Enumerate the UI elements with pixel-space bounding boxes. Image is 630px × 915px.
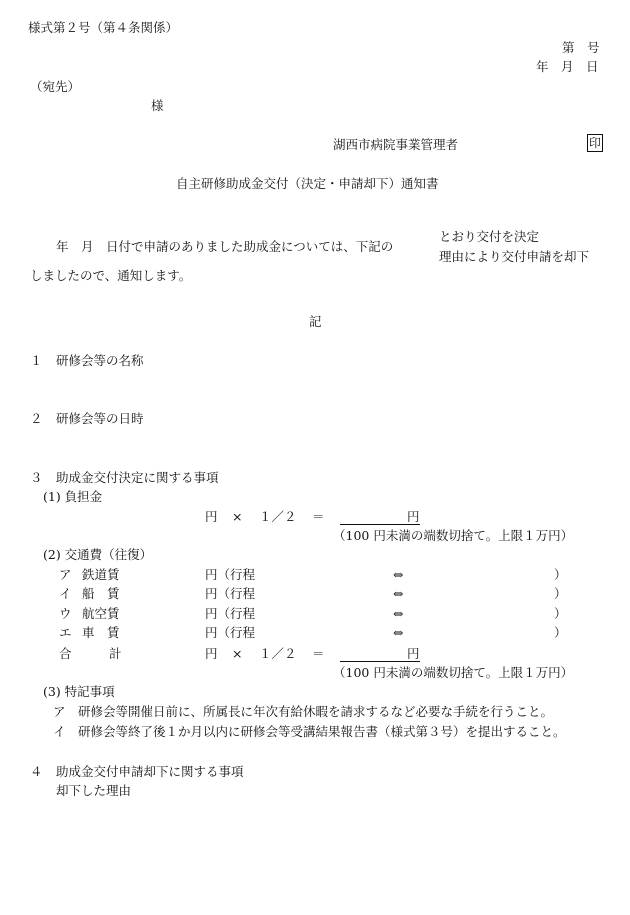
- burden-blank-line: [340, 524, 420, 525]
- section-2-label: 研修会等の日時: [56, 411, 144, 426]
- section-3-label: 助成金交付決定に関する事項: [56, 470, 219, 485]
- section-2-number: ２: [30, 411, 43, 426]
- travel-row-close: ）: [554, 567, 567, 582]
- option-grant: とおり交付を決定: [439, 229, 540, 244]
- burden-equals: ＝: [312, 509, 325, 524]
- burden-times: ×: [232, 509, 243, 524]
- document-title: 自主研修助成金交付（決定・申請却下）通知書: [176, 176, 439, 191]
- travel-total-label: 合 計: [59, 646, 122, 661]
- section-3-number: ３: [30, 470, 43, 485]
- travel-total-equals: ＝: [312, 646, 325, 661]
- travel-label: (2) 交通費（往復）: [43, 547, 153, 562]
- burden-label: (1) 負担金: [43, 489, 103, 504]
- burden-yen: 円: [205, 509, 218, 524]
- travel-total-result-unit: 円: [407, 646, 420, 661]
- travel-row-name: 航空賃: [82, 606, 120, 621]
- travel-row-close: ）: [554, 586, 567, 601]
- issuer-name: 湖西市病院事業管理者: [333, 137, 459, 152]
- travel-total-yen: 円: [205, 646, 218, 661]
- addressee-label: （宛先）: [30, 79, 81, 94]
- travel-total-times: ×: [232, 646, 243, 661]
- section-1-number: １: [30, 353, 43, 368]
- burden-note: （100 円未満の端数切捨て。上限１万円）: [333, 528, 574, 543]
- special-notes-label: (3) 特記事項: [43, 684, 115, 699]
- section-1-label: 研修会等の名称: [56, 353, 144, 368]
- travel-row-name: 鉄道賃: [82, 567, 120, 582]
- form-number: 様式第２号（第４条関係）: [28, 20, 179, 35]
- special-note-item: ア 研修会等開催日前に、所属長に年次有給休暇を請求するなど必要な手続を行うこと。: [53, 704, 554, 719]
- section-4-label: 助成金交付申請却下に関する事項: [56, 764, 244, 779]
- travel-row-arrow: ⇔: [393, 606, 404, 621]
- burden-half: １／２: [259, 509, 297, 524]
- option-reject: 理由により交付申請を却下: [439, 249, 590, 264]
- travel-row-mark: エ: [59, 625, 72, 640]
- document-number: 第 号: [562, 40, 600, 55]
- travel-total-note: （100 円未満の端数切捨て。上限１万円）: [333, 665, 574, 680]
- travel-row-name: 車 賃: [82, 625, 120, 640]
- ki-heading: 記: [309, 314, 322, 329]
- travel-row-arrow: ⇔: [393, 586, 404, 601]
- travel-row-arrow: ⇔: [393, 625, 404, 640]
- body-line-2: しましたので、通知します。: [30, 268, 192, 283]
- document-date: 年 月 日: [536, 59, 599, 74]
- section-4-number: ４: [30, 764, 43, 779]
- travel-row-yen: 円（行程: [205, 586, 256, 601]
- travel-total-half: １／２: [259, 646, 297, 661]
- addressee-honorific: 様: [151, 98, 164, 113]
- travel-row-close: ）: [554, 606, 567, 621]
- travel-row-close: ）: [554, 625, 567, 640]
- travel-row-yen: 円（行程: [205, 625, 256, 640]
- special-note-item: イ 研修会等終了後１か月以内に研修会等受講結果報告書（様式第３号）を提出すること。: [53, 724, 566, 739]
- travel-row-arrow: ⇔: [393, 567, 404, 582]
- travel-row-mark: イ: [59, 586, 72, 601]
- body-line-1: 年 月 日付で申請のありました助成金については、下記の: [56, 239, 394, 254]
- travel-row-name: 船 賃: [82, 586, 120, 601]
- travel-total-blank-line: [340, 661, 420, 662]
- seal-mark: 印: [588, 136, 601, 150]
- reject-reason-label: 却下した理由: [56, 783, 132, 798]
- travel-row-yen: 円（行程: [205, 606, 256, 621]
- travel-row-mark: ウ: [59, 606, 72, 621]
- burden-result-unit: 円: [407, 509, 420, 524]
- travel-row-mark: ア: [59, 567, 72, 582]
- travel-row-yen: 円（行程: [205, 567, 256, 582]
